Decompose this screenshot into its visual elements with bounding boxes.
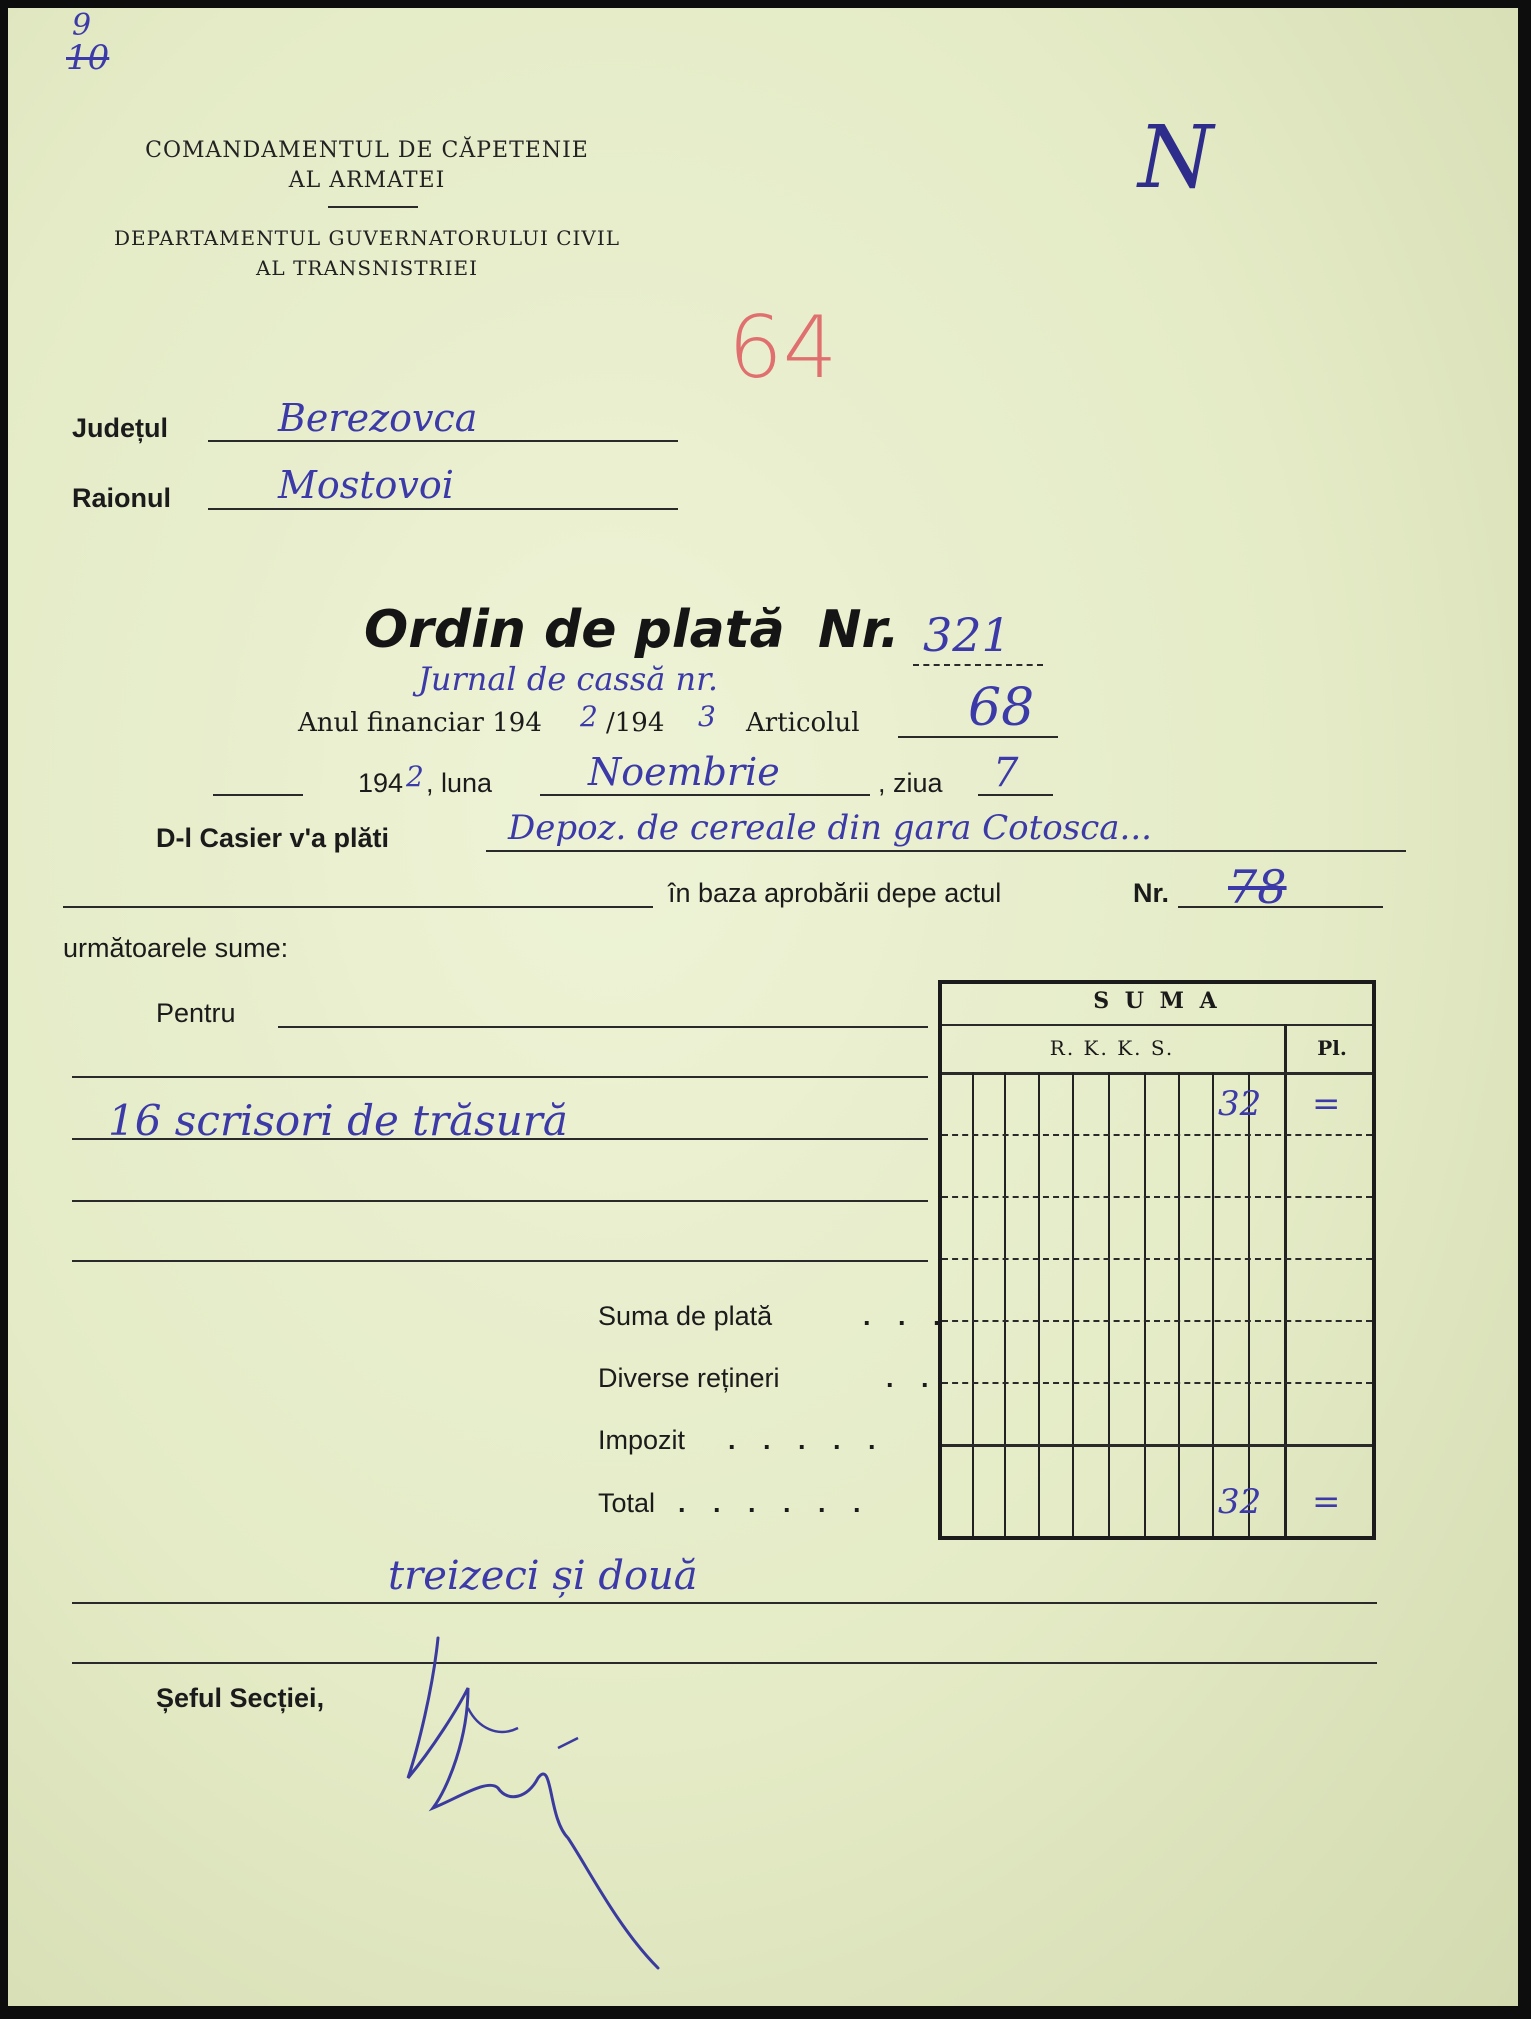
handwritten-n-mark: N <box>1138 108 1214 208</box>
col-line-1 <box>972 1072 974 1536</box>
col-line-5 <box>1108 1072 1110 1536</box>
casier-value: Depoz. de cereale din gara Cotosca... <box>508 808 1152 848</box>
raion-value: Mostovoi <box>278 463 454 507</box>
col-line-9 <box>1248 1072 1250 1536</box>
luna-line <box>540 794 870 796</box>
luna-label: , luna <box>426 768 493 798</box>
judet-label: Județul <box>72 413 169 443</box>
amount-table <box>938 980 1376 1540</box>
suma-header-rule <box>942 1024 1372 1026</box>
year-digit: 2 <box>406 760 424 793</box>
casier-line <box>486 850 1406 852</box>
sef-sectiei-label: Șeful Secției, <box>156 1683 325 1713</box>
words-line-1 <box>72 1602 1377 1604</box>
pl-header: Pl. <box>1317 1036 1347 1060</box>
row-line-1 <box>942 1134 1372 1136</box>
judet-value: Berezovca <box>278 396 478 440</box>
title-nr-label: Nr. <box>818 600 900 660</box>
anul-mid: /194 <box>606 708 665 738</box>
row-line-4 <box>942 1320 1372 1322</box>
pentru-line-4 <box>72 1200 928 1202</box>
year-prefix: 194 <box>358 768 404 798</box>
date-prefix-line <box>213 794 303 796</box>
suma-header: S U M A <box>1093 988 1221 1014</box>
col-line-4 <box>1072 1072 1074 1536</box>
pentru-label: Pentru <box>156 998 236 1028</box>
corner-note-bottom: 10 <box>66 38 110 78</box>
col-line-8 <box>1212 1072 1214 1536</box>
impozit-dots: . . . . . <box>728 1425 886 1455</box>
amount-in-words: treizeci și două <box>388 1553 698 1599</box>
total-dots: . . . . . . <box>678 1488 871 1518</box>
jurnal-note: Jurnal de cassă nr. <box>418 660 719 698</box>
rkks-header: R. K. K. S. <box>1049 1036 1175 1060</box>
row1-pl: = <box>1312 1084 1341 1124</box>
baza-nr-label: Nr. <box>1133 878 1170 908</box>
pentru-line-2 <box>72 1076 928 1078</box>
col-line-7 <box>1178 1072 1180 1536</box>
articolul-value: 68 <box>968 678 1035 738</box>
words-line-2 <box>72 1662 1377 1664</box>
diverse-label: Diverse rețineri <box>598 1363 780 1393</box>
judet-line <box>208 440 678 442</box>
total-pl: = <box>1312 1482 1341 1522</box>
row-line-2 <box>942 1196 1372 1198</box>
row-line-3 <box>942 1258 1372 1260</box>
baza-nr-value: 78 <box>1228 860 1287 914</box>
col-line-2 <box>1004 1072 1006 1536</box>
articolul-label: Articolul <box>746 708 860 738</box>
header-line-1: COMANDAMENTUL DE CĂPETENIE <box>145 138 589 163</box>
anul-year2: 3 <box>698 700 716 733</box>
header-line-2: AL ARMATEI <box>288 168 446 193</box>
handwritten-signature <box>378 1628 698 1988</box>
row1-amount: 32 <box>1218 1084 1262 1124</box>
urmatoarele-label: următoarele sume: <box>63 933 289 963</box>
pentru-value: 16 scrisori de trăsură <box>108 1096 568 1145</box>
total-label: Total <box>598 1488 656 1518</box>
raion-label: Raionul <box>72 483 171 513</box>
suma-plata-label: Suma de plată <box>598 1301 773 1331</box>
column-header-rule <box>942 1072 1372 1075</box>
impozit-label: Impozit <box>598 1425 686 1455</box>
casier-label: D-l Casier v'a plăti <box>156 823 390 853</box>
raion-line <box>208 508 678 510</box>
anul-year1: 2 <box>580 700 598 733</box>
pentru-line-1 <box>278 1026 928 1028</box>
header-line-4: AL TRANSNISTRIEI <box>255 256 479 280</box>
row-line-5 <box>942 1382 1372 1384</box>
anul-label: Anul financiar 194 <box>298 708 542 738</box>
red-pencil-number: 64 <box>728 298 838 398</box>
pentru-line-3 <box>72 1138 928 1140</box>
ziua-value: 7 <box>993 750 1019 796</box>
baza-blank-line <box>63 906 653 908</box>
total-amount: 32 <box>1218 1482 1262 1522</box>
title-nr-line <box>913 664 1043 666</box>
baza-label: în baza aprobării depe actul <box>668 878 1002 908</box>
suma-plata-dots: . . . <box>863 1301 951 1331</box>
header-divider <box>328 206 418 208</box>
document-title: Ordin de plată <box>364 600 785 660</box>
header-line-3: DEPARTAMENTUL GUVERNATORULUI CIVIL <box>113 226 621 250</box>
luna-value: Noembrie <box>588 750 780 794</box>
corner-note-top: 9 <box>72 8 92 43</box>
diverse-dots: . . <box>886 1363 939 1393</box>
pentru-line-5 <box>72 1260 928 1262</box>
payment-order-document <box>8 8 1518 2006</box>
col-line-3 <box>1038 1072 1040 1536</box>
col-line-6 <box>1144 1072 1146 1536</box>
row-line-total <box>942 1444 1372 1447</box>
title-nr-value: 321 <box>923 608 1011 662</box>
pl-divider <box>1284 1024 1287 1536</box>
ziua-label: , ziua <box>878 768 943 798</box>
